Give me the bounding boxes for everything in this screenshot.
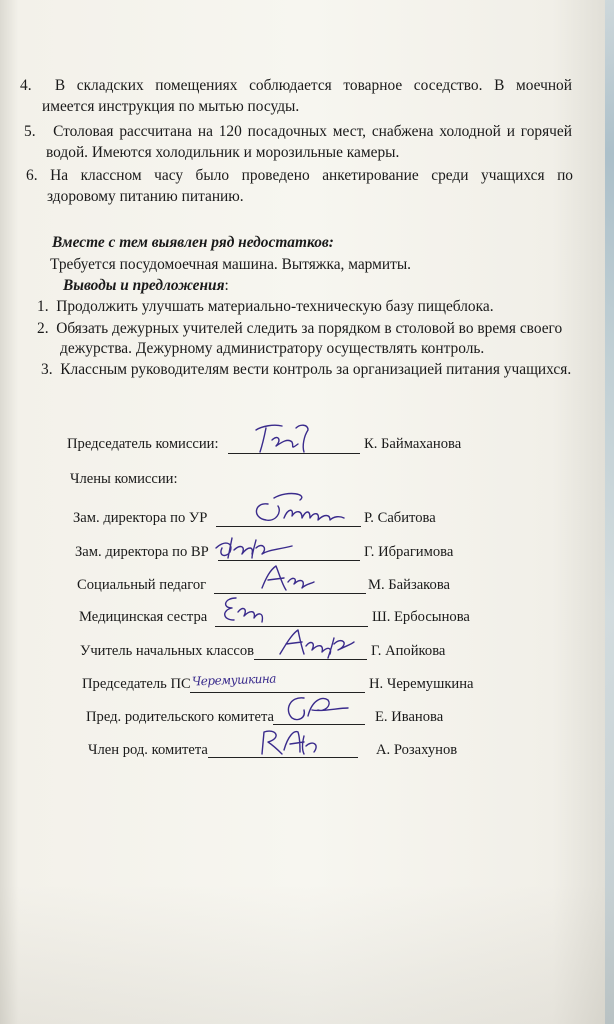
- paper-shadow: [0, 884, 614, 1024]
- member-role-3: Социальный педагог: [77, 577, 207, 593]
- member-name-3: М. Байзакова: [368, 577, 451, 593]
- member-role-8: Член род. комитета: [88, 742, 208, 758]
- member-signature-8: [254, 724, 324, 760]
- conclusion-3: 3. Классным руководителям вести контроль за организацией питания учащихся.: [41, 361, 572, 378]
- members-heading: Члены комиссии:: [70, 471, 178, 487]
- member-name-6: Н. Черемушкина: [369, 676, 474, 692]
- member-role-2: Зам. директора по ВР: [75, 544, 209, 560]
- finding-5-line-1: 5. Столовая рассчитана на 120 посадочных мест, снабжена холодной и горячей: [24, 123, 572, 140]
- member-signature-4: [218, 592, 268, 626]
- conclusion-2-line-2: дежурства. Дежурному администратору осуществлять контроль.: [60, 340, 485, 357]
- conclusion-2-line-1: 2. Обязать дежурных учителей следить за порядком в столовой во время своего: [37, 320, 563, 337]
- finding-6-line-1: 6. На классном часу было проведено анкетирование среди учащихся по: [26, 167, 574, 184]
- paper-edge: [605, 0, 614, 1024]
- member-role-4: Медицинская сестра: [79, 609, 208, 625]
- member-name-2: Г. Ибрагимова: [364, 544, 454, 560]
- chair-name: К. Баймаханова: [364, 436, 462, 452]
- shortcomings-text: Требуется посудомоечная машина. Вытяжка, мармиты.: [50, 256, 412, 273]
- member-name-7: Е. Иванова: [375, 709, 444, 725]
- finding-4-line-1: 4. В складских помещениях соблюдается товарное соседство. В моечной: [20, 77, 572, 94]
- member-signature-6: Черемушкина: [191, 671, 277, 689]
- chair-signature: [252, 418, 312, 458]
- member-role-5: Учитель начальных классов: [80, 643, 255, 659]
- member-signature-2: [212, 528, 296, 564]
- conclusion-1: 1. Продолжить улучшать материально-техническую базу пищеблока.: [37, 298, 494, 315]
- finding-5-line-2: водой. Имеются холодильник и морозильные камеры.: [46, 144, 400, 161]
- member-name-5: Г. Апойкова: [371, 643, 446, 659]
- member-signature-5: [276, 622, 356, 662]
- conclusions-heading: Выводы и предложения:: [63, 277, 229, 294]
- member-signature-3: [256, 560, 316, 596]
- member-role-1: Зам. директора по УР: [73, 510, 208, 526]
- shortcomings-heading: Вместе с тем выявлен ряд недостатков:: [52, 234, 334, 251]
- chair-role: Председатель комиссии:: [67, 436, 219, 452]
- member-name-1: Р. Сабитова: [364, 510, 436, 526]
- member-name-4: Ш. Ербосынова: [372, 609, 470, 625]
- finding-4-line-2: имеется инструкция по мытью посуды.: [42, 98, 300, 115]
- member-role-7: Пред. родительского комитета: [86, 709, 275, 725]
- member-signature-1: [248, 488, 348, 530]
- member-role-6: Председатель ПС: [82, 676, 191, 692]
- finding-6-line-2: здоровому питанию питанию.: [47, 188, 244, 205]
- member-name-8: А. Розахунов: [376, 742, 458, 758]
